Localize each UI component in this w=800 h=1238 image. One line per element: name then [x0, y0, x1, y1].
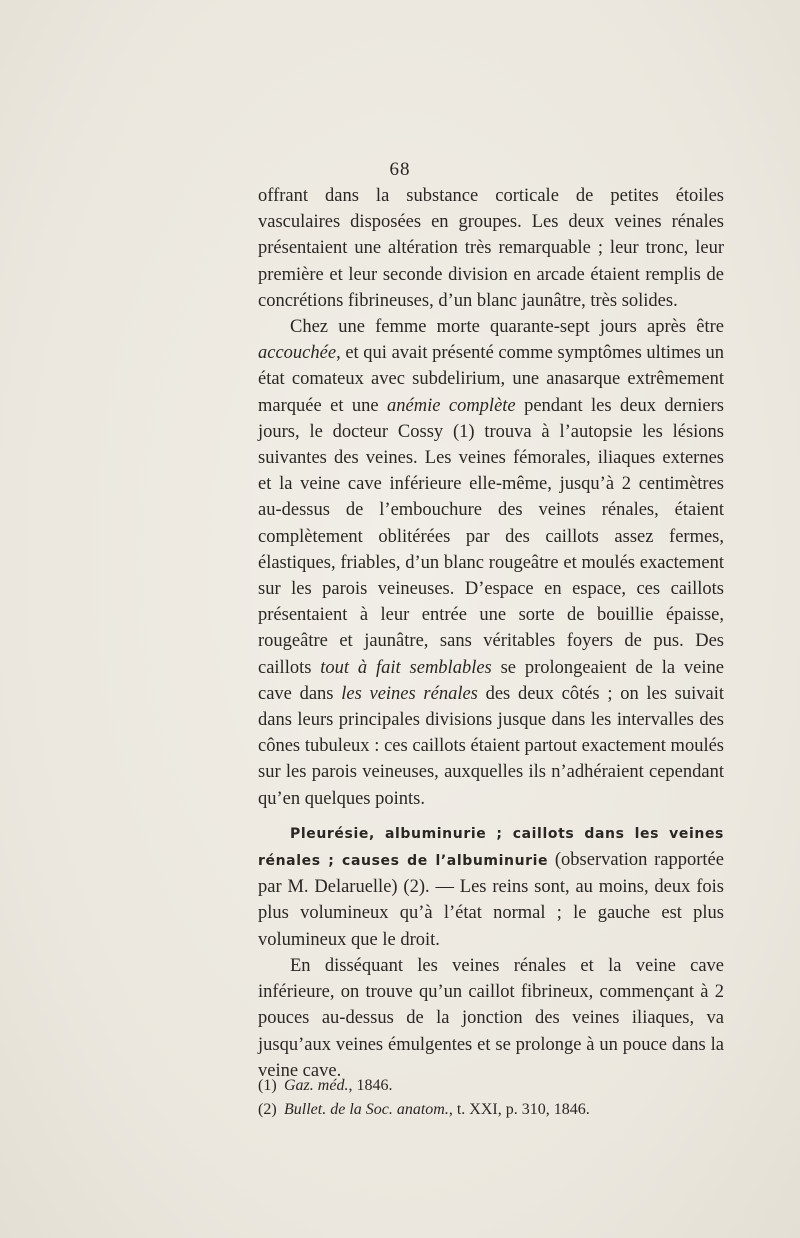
paragraph-3	[258, 820, 724, 953]
italic-run: anémie complète	[387, 395, 516, 416]
paragraph-1: offrant dans la substance corticale de petites étoiles vasculaires disposées en groupes. Les deux veines rénales présentaient une altération très remarquable ; leur tronc, leur première et leur seconde division en arcade étaient remplis de concrétions fibrineuses, d’un blanc jaunâtre, très solides.	[258, 186, 724, 311]
text-run: pendant les deux derniers jours, le docteur Cossy (1) trouva à l’autopsie les lésions suivantes des veines. Les veines fémorales, iliaques externes et la veine cave inférieure elle-même, jusqu’à 2 centimètres au-dessus de l’embouchure des veines rénales, étaient complètement oblitérées par des caillots assez fermes, élastiques, friables, d’un blanc rougeâtre et moulés exactement sur les parois veineuses. D’espace en espace, ces caillots présentaient à leur entrée une sorte de bouillie épaisse, rougeâtre et jaunâtre, sans véritables foyers de pus. Des caillots	[258, 395, 724, 678]
paragraph-2	[258, 314, 724, 812]
text-run: des deux côtés ; on les suivait dans leurs principales divisions jusque dans les intervalles des cônes tubuleux : ces caillots étaient partout exactement moulés sur les parois veineuses, auxquelles ils n’adhéraient cependant qu’en quelques points.	[258, 683, 724, 809]
body-text	[258, 183, 724, 1084]
section-heading: Pleurésie, albuminurie ; caillots dans les veines rénales ; causes de l’albuminurie	[258, 825, 724, 870]
text-run: Chez une femme morte quarante-sept jours après être	[290, 317, 724, 338]
footnotes	[258, 1074, 724, 1122]
text-run: se prolongeaient de la veine cave dans	[258, 657, 724, 704]
footnote-number: (2)	[258, 1101, 277, 1118]
page-number: 68	[389, 159, 411, 180]
footnote-source: Gaz. méd.	[284, 1077, 349, 1094]
text-run: (observation rapportée par M. Delaruelle) (2). — Les reins sont, au moins, deux fois plus volumineux qu’à l’état normal ; le gauche est plus volumineux que le droit.	[258, 850, 724, 950]
italic-run: les veines rénales	[341, 683, 478, 704]
footnote-2	[258, 1098, 724, 1122]
footnote-details: , 1846.	[348, 1077, 393, 1094]
footnote-number: (1)	[258, 1077, 277, 1094]
paragraph-4: En disséquant les veines rénales et la veine cave inférieure, on trouve qu’un caillot fibrineux, commençant à 2 pouces au-dessus de la jonction des veines iliaques, va jusqu’aux veines émulgentes et se prolonge à un pouce dans la veine cave.	[258, 955, 724, 1081]
italic-run: tout à fait semblables	[320, 657, 492, 678]
footnote-details: , t. XXI, p. 310, 1846.	[448, 1101, 590, 1118]
italic-run: accouchée	[258, 343, 337, 364]
text-run: , et qui avait présenté comme symptômes ultimes un état comateux avec subdelirium, une anasarque extrêmement marquée et une	[258, 343, 724, 416]
footnote-1	[258, 1074, 724, 1098]
footnote-source: Bullet. de la Soc. anatom.	[284, 1101, 449, 1118]
